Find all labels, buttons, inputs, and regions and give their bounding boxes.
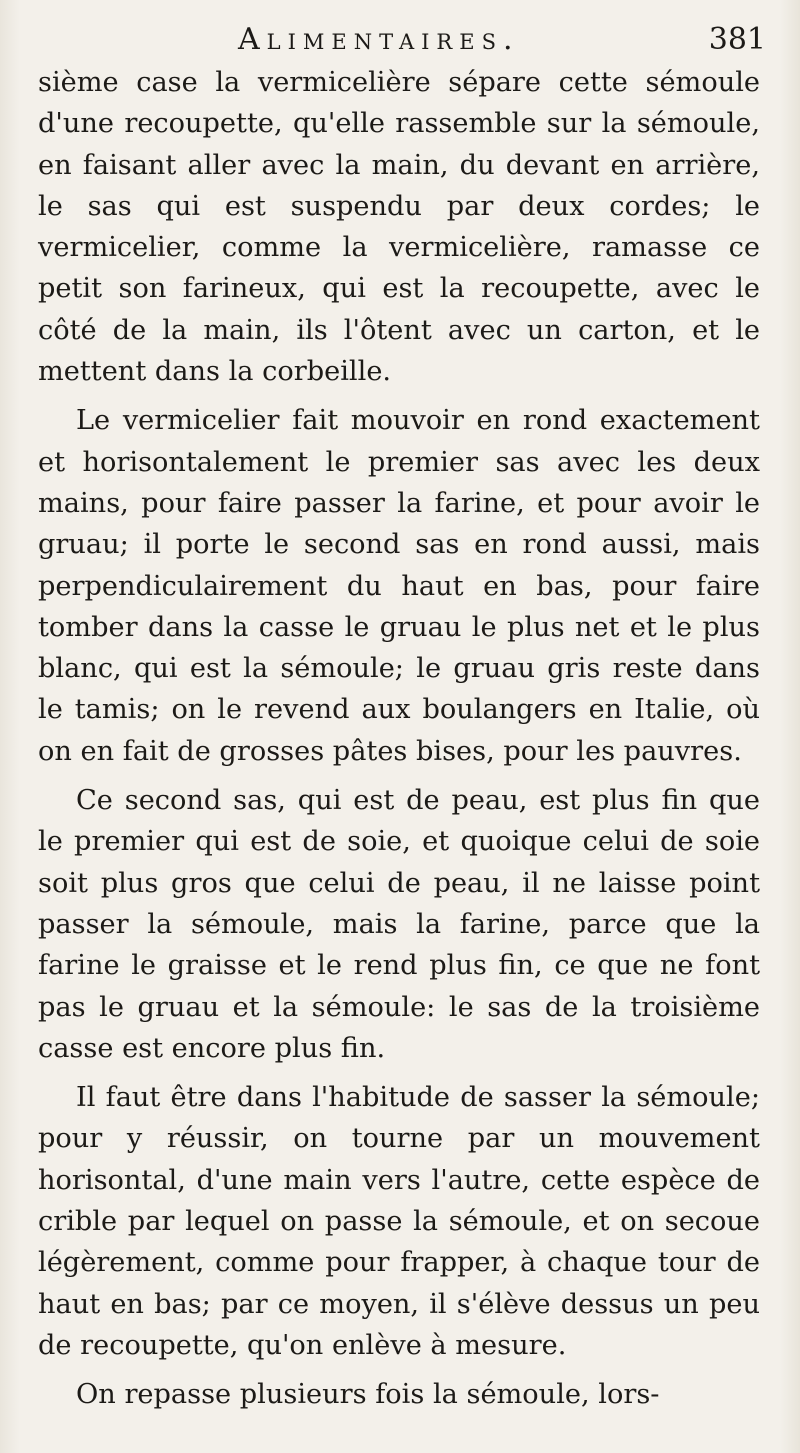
running-head bbox=[38, 0, 766, 60]
paragraph: Ce second sas, qui est de peau, est plus fin que le premier qui est de soie, et quoique celui de soie soit plus gros que celui de peau, il ne laisse point passer la sémoule, mais la farine, parce que la farine le graisse et le rend plus fin, ce que ne font pas le gruau et la sémoule: le sas de la troisième casse est encore plus fin. bbox=[38, 785, 760, 1064]
paragraph-continuation: sième case la vermicelière sépare cette sémoule d'une recoupette, qu'elle rassemble sur la sémoule, en faisant aller avec la main, du devant en arrière, le sas qui est suspendu par deux cordes; le vermicelier, comme la vermicelière, ramasse ce petit son farineux, qui est la recoupette, avec le côté de la main, ils l'ôtent avec un carton, et le mettent dans la corbeille. bbox=[38, 67, 760, 388]
paragraph: On repasse plusieurs fois la sémoule, lors- bbox=[76, 1379, 660, 1411]
paragraph: Le vermicelier fait mouvoir en rond exactement et horisontalement le premier sas avec les deux mains, pour faire passer la farine, et pour avoir le gruau; il porte le second sas en rond aussi, mais perpendiculairement du haut en bas, pour faire tomber dans la casse le gruau le plus net et le plus blanc, qui est la sémoule; le gruau gris reste dans le tamis; on le revend aux boulangers en Italie, où on en fait de grosses pâtes bises, pour les pauvres. bbox=[38, 405, 760, 767]
body-text bbox=[38, 62, 760, 1416]
page-number: 381 bbox=[708, 22, 766, 57]
running-title: Alimentaires. bbox=[238, 22, 520, 57]
paragraph: Il faut être dans l'habitude de sasser la sémoule; pour y réussir, on tourne par un mouvement horisontal, d'une main vers l'autre, cette espèce de crible par lequel on passe la sémoule, et on secoue légèrement, comme pour frapper, à chaque tour de haut en bas; par ce moyen, il s'élève dessus un peu de recoupette, qu'on enlève à mesure. bbox=[38, 1082, 760, 1361]
